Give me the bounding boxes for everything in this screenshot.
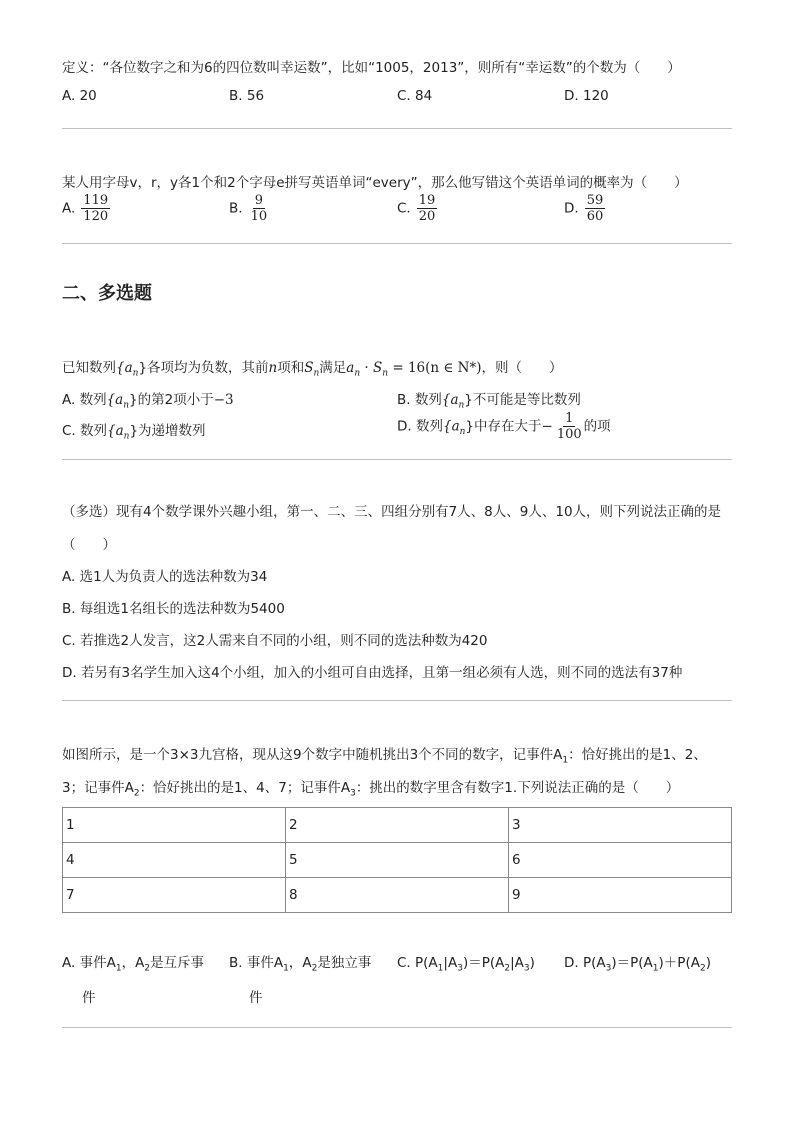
math-var: n [268,360,278,376]
option-text: P(A [415,955,438,971]
table-cell: 1 [63,808,286,843]
fraction [81,193,110,224]
option-text: }的第2项小于 [129,392,214,408]
stem-text: 项和 [277,360,305,376]
option-text: P(A [582,955,606,971]
table-cell: 2 [286,808,509,843]
option-text: }为递增数列 [129,423,206,439]
option-text: 若另有3名学生加入这4个小组，加入的小组可自由选择，且第一组必须有人选，则不同的选法有37种 [80,665,683,681]
seq-symbol: {a [441,392,459,408]
fraction [585,193,606,224]
q1-option-a [62,88,97,104]
option-text: 84 [415,88,433,104]
subscript: 1 [115,963,122,974]
seq-symbol: {a [106,392,124,408]
option-text: 数列 [80,423,108,439]
option-text: 数列 [414,392,442,408]
divider [62,459,732,460]
option-label: C. [397,88,411,104]
stem-text: ：恰好挑出的是1、2、 [568,747,707,763]
numerator: 1 [565,411,574,426]
subscript: 3 [605,963,612,974]
denominator: 20 [418,209,436,224]
option-label: C. [397,955,411,971]
numerator: 19 [418,193,436,208]
subscript: 2 [311,963,318,974]
option-label: A. [62,200,76,217]
option-text: |A [443,955,458,971]
math-var: S [304,360,314,376]
subscript: 3 [523,963,530,974]
numerator: 119 [83,193,109,208]
subscript: n [458,400,465,411]
stem-text: }各项均为负数，其前 [138,360,269,376]
option-label: C. [62,423,76,439]
option-text: ) [705,955,711,971]
table-cell: 9 [509,878,732,913]
question-2-stem: 某人用字母v，r，y各1个和2个字母e拼写英语单词“every”，那么他写错这个英语单词的概率为（ ） [62,175,688,191]
numerator: 9 [254,193,263,208]
subscript: n [123,431,130,442]
math-expr: = 16(n ∈ N*) [388,360,482,376]
fraction [249,193,270,224]
option-text: ) [529,955,535,971]
table-cell: 5 [286,843,509,878]
option-text: 120 [582,88,609,104]
subscript: 2 [133,788,140,799]
option-text: 20 [79,88,97,104]
option-label: D. [564,200,579,217]
subscript: n [132,368,139,379]
question-4-stem-line2: （ ） [62,537,116,553]
math-value: −3 [213,392,234,408]
math-sign: − [541,418,553,435]
option-text: 数列 [79,392,107,408]
seq-symbol: {a [442,418,460,435]
q4-option-a [62,565,267,585]
subscript: 2 [504,963,511,974]
option-label: B. [229,955,243,971]
subscript: 3 [457,963,463,974]
divider [62,1027,732,1028]
table-row [63,878,732,913]
option-label: A. [62,569,76,585]
option-label: C. [397,200,411,217]
q5-option-a [62,951,204,974]
q4-option-d [62,661,682,681]
q5-option-b [229,951,371,974]
divider [62,243,732,244]
q1-option-c [397,88,432,104]
denominator: 100 [556,427,582,442]
stem-text: 已知数列 [62,360,116,376]
option-text: 56 [246,88,265,104]
subscript: 1 [562,755,569,766]
table-cell: 6 [509,843,732,878]
option-text: 数列 [415,418,443,435]
option-text: 若推选2人发言，这2人需来自不同的小组，则不同的选法种数为420 [80,633,488,649]
nine-grid-table [62,807,732,913]
subscript: n [123,400,130,411]
option-label: A. [62,88,76,104]
option-text: ，A [121,955,145,971]
option-text: 的项 [583,418,611,435]
option-text: 是互斥事 [150,955,205,971]
subscript: 1 [283,963,289,974]
option-text: ，A [288,955,312,971]
option-text: 事件A [79,955,116,971]
option-label: D. [62,665,77,681]
option-label: D. [564,88,579,104]
q5-option-c [397,951,535,974]
option-text: )＋P(A [658,955,700,971]
option-label: C. [62,633,76,649]
subscript: n [354,368,361,379]
option-text: }中存在大于 [465,418,542,435]
divider [62,700,732,701]
fraction [555,411,584,442]
subscript: 2 [699,963,706,974]
q2-option-a [62,193,110,224]
seq-symbol: {a [107,423,124,439]
denominator: 120 [83,209,109,224]
q2-option-c [397,193,437,224]
q5-option-d [564,951,711,974]
q3-option-a [62,388,234,411]
option-label: A. [62,955,76,971]
q4-option-b [62,597,285,617]
math-var: a [346,360,355,376]
question-1-stem: 定义：“各位数字之和为6的四位数叫幸运数”，比如“1005，2013”，则所有“幸运数”的个数为（ ） [62,60,681,76]
option-text: 选1人为负责人的选法种数为34 [79,569,268,585]
section-title: 二、多选题 [62,283,152,304]
option-label: B. [397,392,411,408]
q1-option-d [564,88,609,104]
stem-text: ：恰好挑出的是1、4、7；记事件A [139,780,351,796]
option-text: 每组选1名组长的选法种数为5400 [79,601,285,617]
option-label: A. [62,392,76,408]
subscript: 2 [144,963,151,974]
stem-text: ：挑出的数字里含有数字1.下列说法正确的是（ ） [355,780,680,796]
q5-option-b-wrap: 件 [249,990,263,1006]
numerator: 59 [586,193,604,208]
q5-option-a-wrap: 件 [82,990,96,1006]
question-3-stem [62,356,563,379]
option-text: |A [510,955,524,971]
stem-text: ，则（ ） [481,360,563,376]
question-5-stem-line1 [62,743,707,766]
table-row [63,808,732,843]
option-text: 是独立事 [317,955,372,971]
fraction [417,193,438,224]
math-var: · S [360,360,383,376]
option-label: B. [62,601,76,617]
option-label: B. [229,88,243,104]
q2-option-b [229,193,269,224]
divider [62,128,732,129]
stem-text: 满足 [319,360,347,376]
question-4-stem-line1: （多选）现有4个数学课外兴趣小组，第一、二、三、四组分别有7人、8人、9人、10人，则下列说法正确的是 [62,504,722,520]
table-cell: 4 [63,843,286,878]
q3-option-c [62,419,206,442]
option-text: )＝P(A [462,955,505,971]
denominator: 60 [586,209,604,224]
stem-text: 3；记事件A [62,780,134,796]
q3-option-b [397,388,581,411]
seq-symbol: {a [116,360,133,376]
option-text: 事件A [246,955,284,971]
subscript: 3 [350,788,356,799]
option-text: )＝P(A [611,955,653,971]
q1-option-b [229,88,264,104]
table-row [63,843,732,878]
q3-option-d [397,411,611,442]
subscript: 1 [437,963,444,974]
question-5-stem-line2 [62,776,679,799]
table-cell: 7 [63,878,286,913]
option-text: }不可能是等比数列 [464,392,581,408]
subscript: n [382,368,389,379]
subscript: n [313,368,320,379]
stem-text: 如图所示，是一个3×3九宫格，现从这9个数字中随机挑出3个不同的数字，记事件A [62,747,563,763]
table-cell: 8 [286,878,509,913]
subscript: n [459,427,466,438]
option-label: B. [229,200,243,217]
table-cell: 3 [509,808,732,843]
q4-option-c [62,629,487,649]
option-label: D. [564,955,579,971]
denominator: 10 [250,209,268,224]
option-label: D. [397,418,412,435]
q2-option-d [564,193,605,224]
subscript: 1 [652,963,659,974]
